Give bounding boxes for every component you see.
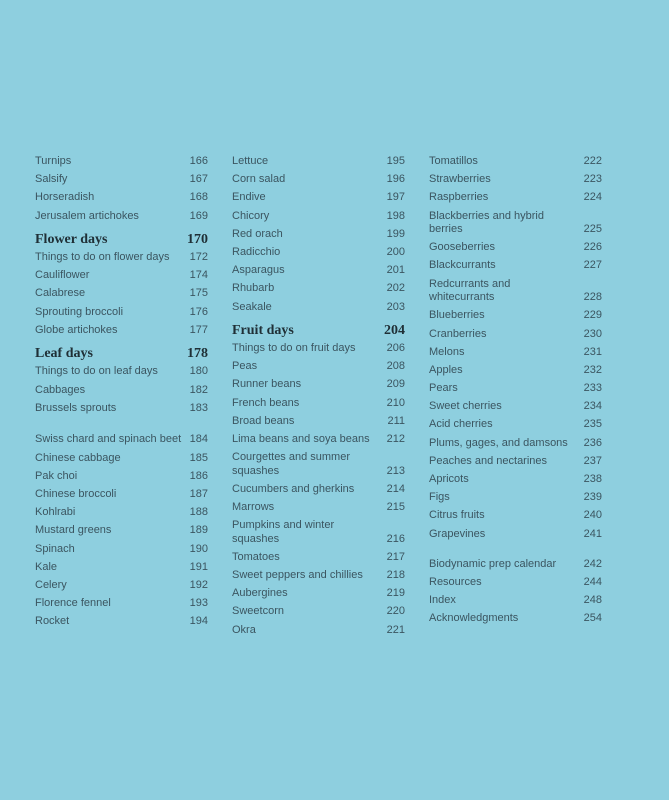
toc-entry [232,282,405,296]
toc-entry [232,519,405,546]
page-number: 186 [189,469,208,482]
page-number: 193 [189,597,208,610]
contents-column-2 [232,155,405,642]
page-number: 200 [386,245,405,258]
page-number: 216 [386,532,405,545]
page-number: 196 [386,173,405,186]
entry-title: Sweetcorn [232,605,284,618]
page-number: 191 [189,560,208,573]
toc-entry [35,402,208,416]
toc-entry [429,509,602,523]
toc-entry [429,437,602,451]
toc-entry [35,306,208,320]
entry-title: Melons [429,345,465,358]
page-number: 227 [583,259,602,272]
toc-entry [232,360,405,374]
page-number: 209 [386,378,405,391]
entry-title: Raspberries [429,191,489,204]
toc-entry [429,491,602,505]
toc-entry [232,569,405,583]
toc-entry [35,506,208,520]
page-number: 174 [189,269,208,282]
page-number: 168 [189,191,208,204]
toc-entry [35,251,208,265]
toc-entry [232,173,405,187]
page-number: 225 [583,223,602,236]
entry-title: Index [429,594,456,607]
entry-title: Globe artichokes [35,323,118,336]
entry-title: Swiss chard and spinach beet [35,433,182,446]
toc-entry [429,241,602,255]
entry-title: Marrows [232,501,275,513]
entry-title: Tomatillos [429,155,478,167]
toc-entry [232,451,405,478]
entry-title: Courgettes and summer squashes [232,451,350,477]
toc-entry [35,561,208,575]
page-number: 236 [583,436,602,449]
entry-title: Horseradish [35,191,95,204]
page-number: 242 [583,557,602,570]
page-number: 211 [387,414,405,427]
page-number: 229 [583,309,602,322]
page-number: 198 [386,209,405,222]
entry-title: Radicchio [232,245,281,258]
entry-title: Sprouting broccoli [35,305,124,318]
toc-entry [429,364,602,378]
toc-entry [35,191,208,205]
entry-title: Blueberries [429,309,485,322]
toc-entry [429,155,602,169]
toc-entry [429,346,602,360]
entry-title: Blackcurrants [429,259,496,272]
toc-entry [35,155,208,169]
entry-title: Sweet cherries [429,400,502,413]
toc-entry [35,615,208,629]
page-number: 235 [583,418,602,431]
entry-title: Pears [429,382,458,395]
entry-title: Cabbages [35,383,86,396]
page-number: 178 [187,346,208,362]
section-heading [35,232,208,248]
page-number: 197 [386,191,405,204]
entry-title: Corn salad [232,173,286,186]
toc-entry [232,433,405,447]
entry-title: Chinese cabbage [35,451,121,464]
page-number: 190 [189,542,208,555]
entry-title: Sweet peppers and chillies [232,569,363,582]
toc-entry [232,342,405,356]
entry-title: Red orach [232,227,283,240]
toc-entry [429,278,602,305]
page-number: 182 [189,383,208,396]
page-number: 226 [583,241,602,254]
entry-title: Lettuce [232,155,269,167]
entry-title: Chicory [232,209,270,222]
page-number: 240 [583,509,602,522]
entry-title: Turnips [35,155,72,167]
entry-title: Mustard greens [35,524,112,537]
page-number: 238 [583,473,602,485]
toc-entry [35,324,208,338]
entry-title: Plums, gages, and damsons [429,436,568,449]
toc-entry [429,418,602,432]
entry-title: Apricots [429,473,469,485]
page-number: 248 [583,594,602,607]
entry-title: Broad beans [232,414,295,427]
entry-title: Things to do on leaf days [35,365,158,378]
section-title: Flower days [35,232,108,248]
toc-entry [232,301,405,315]
toc-entry [232,246,405,260]
entry-title: Celery [35,578,67,591]
entry-title: Lima beans and soya beans [232,432,370,445]
toc-entry [35,452,208,466]
entry-title: Salsify [35,173,68,186]
page-number: 201 [386,264,405,277]
entry-title: Pumpkins and winter squashes [232,519,335,545]
entry-title: Things to do on fruit days [232,342,356,354]
entry-title: Peas [232,360,258,373]
entry-title: Rocket [35,615,70,628]
page-number: 185 [189,451,208,464]
entry-title: Aubergines [232,587,288,600]
page-number: 166 [189,155,208,167]
toc-entry [232,501,405,515]
toc-entry [232,483,405,497]
toc-entry [232,264,405,278]
entry-title: Calabrese [35,287,86,300]
page-number: 234 [583,400,602,413]
page-number: 233 [583,382,602,395]
entry-title: Spinach [35,542,75,555]
page-number: 214 [386,482,405,495]
entry-title: Gooseberries [429,241,496,254]
toc-entry [35,210,208,224]
toc-entry [429,382,602,396]
page-number: 213 [386,464,405,477]
toc-entry [232,415,405,429]
entry-title: Citrus fruits [429,509,485,522]
page-number: 204 [384,323,405,338]
page-number: 228 [583,291,602,304]
entry-title: Grapevines [429,527,486,540]
page-number: 194 [189,615,208,628]
entry-title: Cranberries [429,327,487,340]
entry-title: French beans [232,396,300,409]
toc-entry [35,488,208,502]
page-number: 210 [386,396,405,409]
entry-title: Cucumbers and gherkins [232,482,355,495]
page-number: 206 [386,342,405,354]
section-gap [429,546,602,558]
toc-entry [35,365,208,379]
toc-entry [35,524,208,538]
entry-title: Kale [35,560,58,573]
entry-title: Acknowledgments [429,612,519,625]
toc-entry [232,624,405,638]
page-number: 215 [386,501,405,513]
page-number: 203 [386,300,405,313]
entry-title: Kohlrabi [35,506,76,519]
entry-title: Asparagus [232,264,285,277]
toc-entry [35,269,208,283]
toc-entry [429,594,602,608]
page-number: 231 [583,345,602,358]
entry-title: Biodynamic prep calendar [429,557,557,570]
page-number: 241 [583,527,602,540]
page-number: 183 [189,401,208,414]
entry-title: Chinese broccoli [35,487,117,500]
toc-entry [429,309,602,323]
page-number: 212 [386,432,405,445]
page-number: 195 [386,155,405,167]
entry-title: Brussels sprouts [35,401,117,414]
toc-entry [232,210,405,224]
toc-entry [232,228,405,242]
entry-title: Things to do on flower days [35,251,170,264]
entry-title: Seakale [232,300,272,313]
toc-entry [35,287,208,301]
page-number: 180 [189,365,208,378]
toc-entry [232,155,405,169]
page-number: 222 [583,155,602,167]
toc-entry [35,173,208,187]
entry-title: Runner beans [232,378,302,391]
toc-entry [429,191,602,205]
page-number: 172 [189,251,208,264]
page-number: 224 [583,191,602,204]
page-number: 202 [386,282,405,295]
page-number: 169 [189,209,208,222]
entry-title: Okra [232,623,256,636]
section-heading [35,346,208,362]
toc-entry [429,576,602,590]
toc-entry [232,587,405,601]
page-number: 220 [386,605,405,618]
contents-column-1 [35,155,208,633]
contents-column-3 [429,155,602,631]
page-number: 219 [386,587,405,600]
toc-entry [429,328,602,342]
toc-entry [35,384,208,398]
section-heading [232,323,405,339]
section-title: Leaf days [35,346,93,362]
toc-entry [429,173,602,187]
page-number: 217 [386,550,405,563]
page-number: 199 [386,227,405,240]
toc-entry [232,397,405,411]
entry-title: Resources [429,575,482,588]
page-number: 170 [187,232,208,248]
toc-entry [429,210,602,237]
page-number: 232 [583,363,602,376]
toc-entry [232,551,405,565]
page-number: 184 [189,433,208,446]
page-number: 218 [386,569,405,582]
entry-title: Strawberries [429,173,491,186]
toc-entry [35,597,208,611]
toc-entry [429,400,602,414]
toc-entry [429,455,602,469]
entry-title: Florence fennel [35,597,111,610]
toc-entry [429,528,602,542]
page-number: 167 [189,173,208,186]
page-number: 187 [189,487,208,500]
page-number: 230 [583,327,602,340]
page-number: 254 [583,612,602,625]
entry-title: Peaches and nectarines [429,454,548,467]
page-number: 177 [189,323,208,336]
toc-entry [232,605,405,619]
entry-title: Blackberries and hybrid berries [429,209,544,236]
toc-entry [35,543,208,557]
page-number: 176 [189,305,208,318]
page-number: 175 [189,287,208,300]
page-number: 208 [386,360,405,373]
page-number: 244 [583,575,602,588]
toc-entry [429,612,602,626]
page-number: 239 [583,491,602,504]
toc-entry [429,558,602,572]
entry-title: Figs [429,491,450,504]
entry-title: Jerusalem artichokes [35,209,139,222]
toc-entry [429,473,602,487]
entry-title: Endive [232,191,266,204]
toc-entry [232,191,405,205]
entry-title: Apples [429,363,463,376]
entry-title: Tomatoes [232,550,280,563]
page-number: 223 [583,173,602,186]
entry-title: Cauliflower [35,269,90,282]
entry-title: Redcurrants and whitecurrants [429,277,511,304]
toc-entry [429,259,602,273]
page-number: 192 [189,578,208,591]
toc-entry [35,420,208,447]
page-number: 221 [386,623,405,636]
entry-title: Acid cherries [429,418,493,431]
entry-title: Rhubarb [232,282,275,295]
page-number: 188 [189,506,208,519]
toc-entry [35,579,208,593]
toc-entry [232,378,405,392]
toc-entry [35,470,208,484]
page-number: 189 [189,524,208,537]
entry-title: Pak choi [35,469,78,482]
page-number: 237 [583,454,602,467]
section-title: Fruit days [232,323,294,338]
